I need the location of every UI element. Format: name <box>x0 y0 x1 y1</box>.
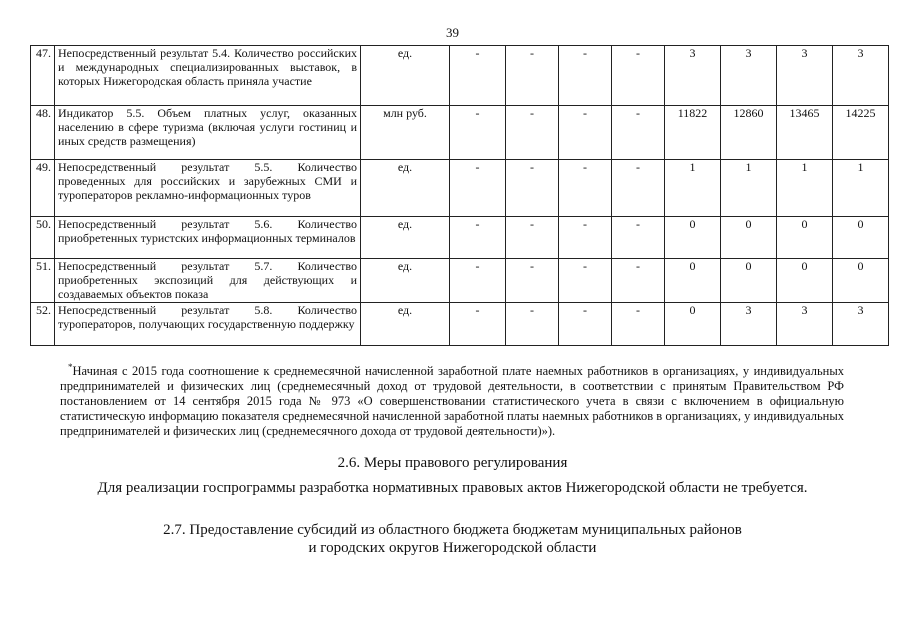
indicator-description: Индикатор 5.5. Объем платных услуг, оказанных населению в сфере туризма (включая услуги гостиниц и иных средств размещения) <box>55 106 361 160</box>
unit-cell: ед. <box>361 217 450 259</box>
value-cell: 0 <box>833 217 889 259</box>
value-cell: 3 <box>777 303 833 346</box>
value-cell: 3 <box>833 46 889 106</box>
value-cell: - <box>506 46 559 106</box>
unit-cell: ед. <box>361 46 450 106</box>
value-cell: - <box>612 303 665 346</box>
value-cell: - <box>506 303 559 346</box>
section-2-7-title <box>0 521 905 557</box>
value-cell: 3 <box>833 303 889 346</box>
indicator-description: Непосредственный результат 5.8. Количество туроператоров, получающих государственную поддержку <box>55 303 361 346</box>
footnote-text: Начиная с 2015 года соотношение к среднемесячной начисленной заработной плате наемных работников в организациях, у индивидуальных предпринимателей и физических лиц (среднемесячный доход от трудовой деятельности, в соответствии с принятым Правительством РФ постановлением от 14 сентября 2015 года № 973 «О совершенствовании статистического учета в связи с включением в официальную статистическую информацию показателя среднемесячной начисленной заработной платы наемных работников в организациях, у индивидуальных предпринимателей и физических лиц (среднемесячного дохода от трудовой деятельности)»). <box>60 364 844 438</box>
section-2-6-title: 2.6. Меры правового регулирования <box>337 455 568 471</box>
indicator-description: Непосредственный результат 5.5. Количество проведенных для российских и зарубежных СМИ и туроператоров рекламно-информационных туров <box>55 160 361 217</box>
unit-cell: ед. <box>361 303 450 346</box>
value-cell: 0 <box>777 259 833 303</box>
value-cell: - <box>506 259 559 303</box>
value-cell: - <box>450 303 506 346</box>
value-cell: 0 <box>665 217 721 259</box>
indicator-description: Непосредственный результат 5.4. Количество российских и международных специализированных выставок, в которых Нижегородская область приняла участие <box>55 46 361 106</box>
value-cell: 0 <box>665 303 721 346</box>
value-cell: 0 <box>721 217 777 259</box>
section-2-7-title-line1: 2.7. Предоставление субсидий из областного бюджета бюджетам муниципальных районов <box>163 522 742 538</box>
value-cell: 0 <box>777 217 833 259</box>
indicator-description: Непосредственный результат 5.6. Количество приобретенных туристских информационных терминалов <box>55 217 361 259</box>
indicators-table <box>30 45 889 346</box>
row-number: 52. <box>31 303 55 346</box>
value-cell: - <box>559 46 612 106</box>
table-row <box>31 46 889 106</box>
value-cell: - <box>450 106 506 160</box>
value-cell: - <box>450 160 506 217</box>
value-cell: 3 <box>665 46 721 106</box>
page-number: 39 <box>446 25 459 40</box>
table-row <box>31 303 889 346</box>
row-number: 50. <box>31 217 55 259</box>
value-cell: 0 <box>721 259 777 303</box>
table-row <box>31 217 889 259</box>
value-cell: 1 <box>721 160 777 217</box>
value-cell: 3 <box>777 46 833 106</box>
value-cell: - <box>559 160 612 217</box>
value-cell: 12860 <box>721 106 777 160</box>
value-cell: - <box>612 106 665 160</box>
value-cell: - <box>559 106 612 160</box>
footnote-mark: * <box>68 361 73 372</box>
value-cell: - <box>612 160 665 217</box>
value-cell: 3 <box>721 303 777 346</box>
table-row <box>31 259 889 303</box>
value-cell: 11822 <box>665 106 721 160</box>
value-cell: - <box>506 160 559 217</box>
unit-cell: млн руб. <box>361 106 450 160</box>
value-cell: 1 <box>777 160 833 217</box>
indicator-description: Непосредственный результат 5.7. Количество приобретенных экспозиций для действующих и создаваемых объектов показа <box>55 259 361 303</box>
value-cell: 3 <box>721 46 777 106</box>
value-cell: 13465 <box>777 106 833 160</box>
section-2-7-title-line2: и городских округов Нижегородской области <box>308 540 597 556</box>
value-cell: - <box>612 46 665 106</box>
value-cell: - <box>506 217 559 259</box>
unit-cell: ед. <box>361 160 450 217</box>
row-number: 51. <box>31 259 55 303</box>
value-cell: 14225 <box>833 106 889 160</box>
unit-cell: ед. <box>361 259 450 303</box>
row-number: 48. <box>31 106 55 160</box>
row-number: 47. <box>31 46 55 106</box>
table-row <box>31 160 889 217</box>
value-cell: - <box>450 217 506 259</box>
value-cell: 1 <box>833 160 889 217</box>
row-number: 49. <box>31 160 55 217</box>
value-cell: - <box>559 303 612 346</box>
value-cell: - <box>612 259 665 303</box>
table-row <box>31 106 889 160</box>
value-cell: - <box>450 46 506 106</box>
value-cell: - <box>612 217 665 259</box>
value-cell: 0 <box>665 259 721 303</box>
value-cell: 1 <box>665 160 721 217</box>
value-cell: - <box>450 259 506 303</box>
value-cell: - <box>506 106 559 160</box>
value-cell: 0 <box>833 259 889 303</box>
footnote <box>60 361 844 439</box>
section-2-6-text: Для реализации госпрограммы разработка нормативных правовых актов Нижегородской области не требуется. <box>97 480 808 496</box>
value-cell: - <box>559 259 612 303</box>
value-cell: - <box>559 217 612 259</box>
